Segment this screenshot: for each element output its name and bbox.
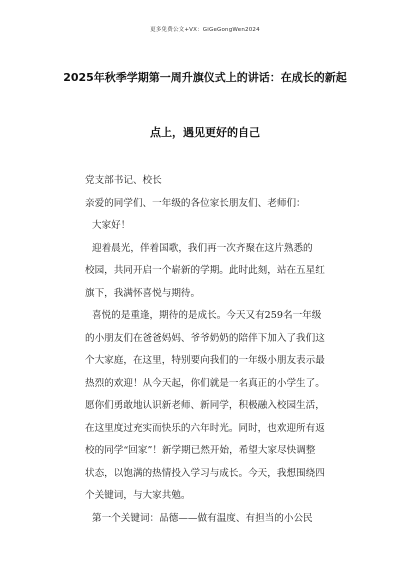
body-line: 愿你们勇敢地认识新老师、新同学，积极融入校园生活，: [85, 400, 325, 411]
document-title-line-1: 2025年秋季学期第一周升旗仪式上的讲话：在成长的新起: [63, 71, 347, 84]
body-line-salutation-2: 亲爱的同学们、一年级的各位家长朋友们、老师们：: [85, 197, 306, 209]
body-line-salutation-1: 党支部书记、校长: [85, 175, 162, 186]
header-note: 更多免费公文+VX：GiGeGongWen2024: [150, 27, 260, 33]
body-line: 旗下，我满怀喜悦与期待。: [85, 287, 201, 299]
body-line-greeting: 大家好！: [92, 220, 131, 231]
document-body: [85, 170, 335, 530]
body-line-keyword-heading: 第一个关键词：品德——做有温度、有担当的小公民: [92, 512, 313, 524]
body-line: 迎着晨光，伴着国歌，我们再一次齐聚在这片熟悉的: [92, 242, 313, 254]
document-title-line-2: 点上，遇见更好的自己: [150, 126, 260, 139]
body-line: 的小朋友们在爸爸妈妈、爷爷奶奶的陪伴下加入了我们这: [85, 332, 325, 344]
body-line: 校的同学“回家”！新学期已然开始，希望大家尽快调整: [85, 445, 316, 456]
body-line: 喜悦的是重逢，期待的是成长。今天又有259名一年级: [92, 310, 322, 321]
body-line: 个大家庭，在这里，特别要向我们的一年级小朋友表示最: [85, 355, 325, 366]
body-line: 在这里度过充实而快乐的六年时光。同时，也欢迎所有返: [85, 422, 325, 434]
body-line: 校园，共同开启一个崭新的学期。此时此刻，站在五星红: [85, 265, 325, 276]
body-line: 个关键词，与大家共勉。: [85, 490, 191, 501]
body-line: 状态，以饱满的热情投入学习与成长。今天，我想围绕四: [85, 467, 325, 479]
body-line: 热烈的欢迎！从今天起，你们就是一名真正的小学生了。: [85, 377, 325, 389]
